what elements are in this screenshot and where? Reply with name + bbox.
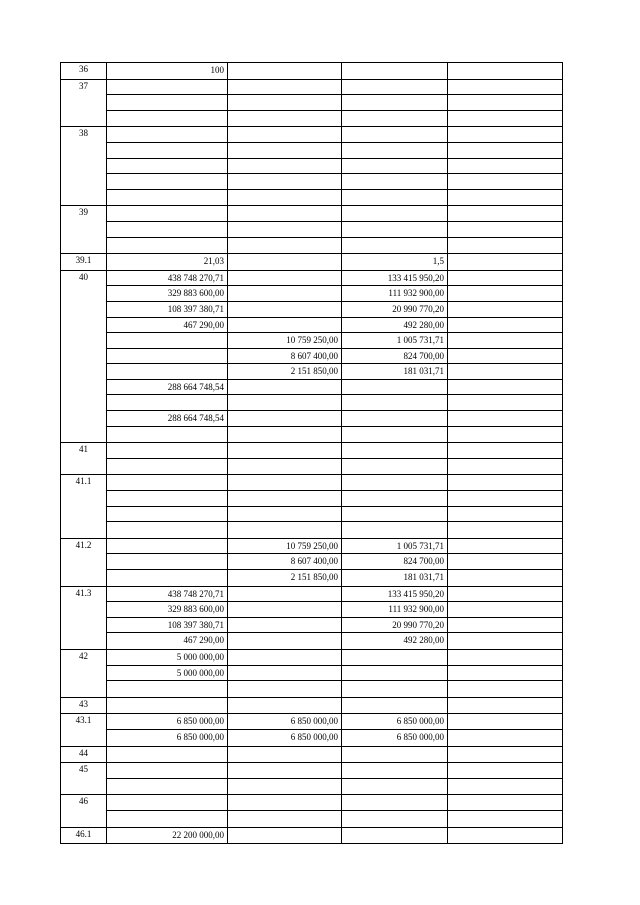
table-cell: 6 850 000,00 <box>228 730 342 746</box>
row-number: 38 <box>61 127 107 205</box>
table-cell <box>342 63 448 79</box>
table-cell <box>448 539 562 554</box>
table-cell: 8 607 400,00 <box>228 349 342 364</box>
row-number: 37 <box>61 80 107 127</box>
table-cell: 111 932 900,00 <box>342 286 448 301</box>
table-cell: 108 397 380,71 <box>107 618 228 633</box>
table-cell <box>448 459 562 475</box>
table-cell <box>448 95 562 110</box>
table-row <box>107 318 562 334</box>
table-cell: 824 700,00 <box>342 349 448 364</box>
table-cell <box>342 811 448 827</box>
table-cell: 5 000 000,00 <box>107 666 228 681</box>
table-cell: 6 850 000,00 <box>107 714 228 729</box>
table-row <box>107 364 562 380</box>
table-cell: 288 664 748,54 <box>107 380 228 395</box>
table-row <box>107 411 562 427</box>
table-cell: 492 280,00 <box>342 318 448 333</box>
table-cell <box>228 206 342 221</box>
table-row <box>107 302 562 318</box>
table-cell <box>342 698 448 714</box>
table-cell <box>228 222 342 237</box>
table-row-group <box>60 763 563 795</box>
table-row <box>107 159 562 175</box>
table-cell <box>448 286 562 301</box>
table-cell <box>228 747 342 763</box>
table-cell <box>107 364 228 379</box>
row-number: 41.3 <box>61 587 107 649</box>
table-cell <box>448 681 562 697</box>
table-cell <box>448 554 562 569</box>
table-row-group <box>60 714 563 746</box>
table-cell: 133 415 950,20 <box>342 271 448 286</box>
table-cell <box>107 459 228 475</box>
table-cell: 1,5 <box>342 254 448 270</box>
table-cell <box>342 127 448 142</box>
table-row <box>107 507 562 523</box>
table-cell: 329 883 600,00 <box>107 602 228 617</box>
table-cell: 108 397 380,71 <box>107 302 228 317</box>
table-cell: 22 200 000,00 <box>107 828 228 844</box>
table-cell <box>228 411 342 426</box>
table-cell <box>448 650 562 665</box>
row-number: 42 <box>61 650 107 697</box>
table-cell <box>448 522 562 538</box>
table-row <box>107 206 562 222</box>
table-cell: 6 850 000,00 <box>342 714 448 729</box>
table-cell <box>107 80 228 95</box>
table-cell <box>228 650 342 665</box>
table-row <box>107 127 562 143</box>
table-cell: 10 759 250,00 <box>228 539 342 554</box>
table-cell <box>448 828 562 844</box>
table-row <box>107 618 562 634</box>
table-row-group <box>60 539 563 587</box>
table-cell <box>107 554 228 569</box>
table-cell <box>342 779 448 795</box>
table-cell: 10 759 250,00 <box>228 333 342 348</box>
table-cell <box>448 302 562 317</box>
table-cell <box>448 633 562 649</box>
table-cell: 6 850 000,00 <box>107 730 228 746</box>
table-row <box>107 380 562 396</box>
table-cell <box>342 159 448 174</box>
row-number: 39 <box>61 206 107 253</box>
table-row <box>107 698 562 714</box>
table-row <box>107 795 562 811</box>
table-cell: 467 290,00 <box>107 633 228 649</box>
table-cell: 6 850 000,00 <box>228 714 342 729</box>
table-cell: 329 883 600,00 <box>107 286 228 301</box>
table-cell <box>448 190 562 206</box>
table-cell <box>342 747 448 763</box>
table-cell <box>107 95 228 110</box>
table-cell <box>342 411 448 426</box>
table-row <box>107 522 562 538</box>
table-row-group <box>60 443 563 475</box>
table-row <box>107 587 562 603</box>
table-cell <box>228 95 342 110</box>
table-cell <box>228 159 342 174</box>
table-cell <box>342 222 448 237</box>
table-cell <box>228 698 342 714</box>
table-cell <box>228 318 342 333</box>
table-cell: 133 415 950,20 <box>342 587 448 602</box>
table-row <box>107 491 562 507</box>
table-cell <box>107 491 228 506</box>
table-cell <box>448 364 562 379</box>
table-row-group <box>60 587 563 650</box>
table-cell <box>228 395 342 410</box>
table-cell: 824 700,00 <box>342 554 448 569</box>
table-row-group <box>60 271 563 444</box>
row-number: 39.1 <box>61 254 107 270</box>
table-cell <box>228 633 342 649</box>
table-row <box>107 254 562 270</box>
table-cell <box>228 522 342 538</box>
row-number: 40 <box>61 271 107 443</box>
table-cell <box>448 666 562 681</box>
table-cell: 111 932 900,00 <box>342 602 448 617</box>
table-cell <box>228 475 342 490</box>
table-cell <box>342 681 448 697</box>
table-cell <box>228 143 342 158</box>
table-row-group <box>60 475 563 538</box>
table-cell <box>448 714 562 729</box>
table-cell <box>107 206 228 221</box>
table-cell <box>228 380 342 395</box>
table-cell: 100 <box>107 63 228 79</box>
table-row-group <box>60 650 563 698</box>
table-cell <box>107 507 228 522</box>
table-cell <box>342 763 448 778</box>
table-cell <box>342 238 448 254</box>
table-cell <box>448 333 562 348</box>
table-cell <box>448 491 562 506</box>
table-cell: 492 280,00 <box>342 633 448 649</box>
table-cell <box>228 507 342 522</box>
table-row <box>107 633 562 649</box>
table-cell <box>448 602 562 617</box>
table-cell <box>228 286 342 301</box>
table-row <box>107 475 562 491</box>
table-cell <box>228 302 342 317</box>
table-cell <box>228 459 342 475</box>
table-cell <box>228 587 342 602</box>
table-cell <box>107 111 228 127</box>
table-cell <box>342 380 448 395</box>
table-row-group <box>60 698 563 715</box>
table-cell <box>448 427 562 443</box>
table-row <box>107 271 562 287</box>
table-cell <box>448 80 562 95</box>
table-row <box>107 80 562 96</box>
table-row <box>107 286 562 302</box>
table-row-group <box>60 206 563 254</box>
table-row <box>107 459 562 475</box>
row-number: 41.1 <box>61 475 107 537</box>
table-cell <box>448 779 562 795</box>
table-cell <box>228 80 342 95</box>
table-row <box>107 539 562 555</box>
table-cell <box>448 587 562 602</box>
table-row <box>107 602 562 618</box>
table-cell <box>448 395 562 410</box>
table-cell <box>342 491 448 506</box>
table-cell <box>107 747 228 763</box>
table-cell: 467 290,00 <box>107 318 228 333</box>
table-cell <box>228 271 342 286</box>
table-cell <box>448 443 562 458</box>
table-cell <box>342 80 448 95</box>
table-row <box>107 143 562 159</box>
table-cell <box>342 95 448 110</box>
table-cell <box>228 427 342 443</box>
table-cell <box>448 747 562 763</box>
table-cell <box>342 507 448 522</box>
table-cell: 8 607 400,00 <box>228 554 342 569</box>
table-row <box>107 395 562 411</box>
table-cell <box>228 254 342 270</box>
table-cell <box>107 127 228 142</box>
table-cell <box>107 698 228 714</box>
table-cell <box>448 143 562 158</box>
table-cell <box>107 238 228 254</box>
table-cell: 2 151 850,00 <box>228 364 342 379</box>
table-cell <box>448 127 562 142</box>
table-row <box>107 63 562 79</box>
table-cell <box>228 491 342 506</box>
table-cell: 20 990 770,20 <box>342 618 448 633</box>
table-cell <box>342 650 448 665</box>
row-number: 43 <box>61 698 107 714</box>
table-cell <box>107 159 228 174</box>
table-cell <box>448 222 562 237</box>
table-cell <box>107 795 228 810</box>
table-cell <box>342 459 448 475</box>
table-cell <box>107 475 228 490</box>
table-cell <box>228 190 342 206</box>
row-number: 44 <box>61 747 107 763</box>
table-cell <box>342 395 448 410</box>
table-cell <box>448 159 562 174</box>
table-row <box>107 190 562 206</box>
table-cell <box>448 206 562 221</box>
table-cell <box>107 190 228 206</box>
table-cell <box>342 795 448 810</box>
table-row <box>107 95 562 111</box>
table-cell: 1 005 731,71 <box>342 333 448 348</box>
row-number: 45 <box>61 763 107 794</box>
table-row <box>107 811 562 827</box>
table-row <box>107 222 562 238</box>
table-row <box>107 238 562 254</box>
row-number: 43.1 <box>61 714 107 745</box>
table-cell <box>228 811 342 827</box>
table-row <box>107 333 562 349</box>
table-cell: 5 000 000,00 <box>107 650 228 665</box>
table-cell <box>448 411 562 426</box>
table-row <box>107 828 562 844</box>
table-row <box>107 714 562 730</box>
table-cell <box>107 143 228 158</box>
table-row <box>107 174 562 190</box>
table-cell: 1 005 731,71 <box>342 539 448 554</box>
table-cell: 6 850 000,00 <box>342 730 448 746</box>
table-cell <box>107 174 228 189</box>
table-cell: 21,03 <box>107 254 228 270</box>
table-cell <box>448 63 562 79</box>
table-row-group <box>60 127 563 206</box>
table-cell <box>448 254 562 270</box>
table-cell <box>107 811 228 827</box>
table-cell <box>448 174 562 189</box>
table-cell <box>107 427 228 443</box>
table-row-group <box>60 80 563 128</box>
row-number: 46 <box>61 795 107 826</box>
table-row <box>107 349 562 365</box>
table-cell <box>228 618 342 633</box>
table-cell: 2 151 850,00 <box>228 570 342 586</box>
table-row-group <box>60 795 563 827</box>
table-cell <box>342 427 448 443</box>
table-row <box>107 666 562 682</box>
table-cell <box>107 779 228 795</box>
table-cell <box>448 811 562 827</box>
table-cell <box>448 730 562 746</box>
table-cell <box>448 349 562 364</box>
table-cell <box>228 238 342 254</box>
table-cell: 181 031,71 <box>342 364 448 379</box>
table-row <box>107 427 562 443</box>
table-cell <box>228 681 342 697</box>
table-cell <box>448 795 562 810</box>
table-cell <box>107 443 228 458</box>
table-cell <box>342 111 448 127</box>
table-cell <box>448 271 562 286</box>
table-row <box>107 747 562 763</box>
table-row <box>107 554 562 570</box>
table-cell <box>107 395 228 410</box>
table-cell <box>228 828 342 844</box>
table-row <box>107 730 562 746</box>
table-cell <box>448 618 562 633</box>
table-cell <box>228 795 342 810</box>
table-cell: 438 748 270,71 <box>107 587 228 602</box>
row-number: 41 <box>61 443 107 474</box>
table-cell <box>342 443 448 458</box>
table-cell <box>448 698 562 714</box>
table-cell <box>342 828 448 844</box>
table-row <box>107 763 562 779</box>
table-cell <box>107 681 228 697</box>
table-cell <box>107 763 228 778</box>
table-cell <box>448 111 562 127</box>
table-cell <box>228 763 342 778</box>
table-cell <box>342 475 448 490</box>
table-cell <box>228 127 342 142</box>
row-number: 41.2 <box>61 539 107 586</box>
table-cell: 438 748 270,71 <box>107 271 228 286</box>
table-cell <box>107 222 228 237</box>
table-cell <box>448 475 562 490</box>
row-number: 46.1 <box>61 828 107 844</box>
table-cell <box>342 143 448 158</box>
table-row <box>107 443 562 459</box>
table-row-group <box>60 254 563 271</box>
table-cell <box>107 539 228 554</box>
table-cell <box>448 238 562 254</box>
table-row-group <box>60 747 563 764</box>
table-row <box>107 570 562 586</box>
table-cell <box>228 174 342 189</box>
table-cell <box>107 570 228 586</box>
table-row-group <box>60 62 563 80</box>
table-cell <box>448 570 562 586</box>
table-cell <box>228 666 342 681</box>
table-cell <box>342 190 448 206</box>
table-cell <box>448 763 562 778</box>
table-cell <box>228 602 342 617</box>
table-cell <box>228 63 342 79</box>
table-cell: 181 031,71 <box>342 570 448 586</box>
table-cell <box>107 333 228 348</box>
table-cell <box>228 111 342 127</box>
row-number: 36 <box>61 63 107 79</box>
table-row <box>107 779 562 795</box>
table-cell <box>107 349 228 364</box>
table-cell <box>228 443 342 458</box>
table-row <box>107 681 562 697</box>
table-row <box>107 650 562 666</box>
financial-table <box>60 62 563 844</box>
table-row-group <box>60 828 563 845</box>
table-cell <box>342 206 448 221</box>
table-row <box>107 111 562 127</box>
table-cell <box>342 522 448 538</box>
table-cell <box>228 779 342 795</box>
table-cell <box>342 174 448 189</box>
table-cell <box>448 380 562 395</box>
table-cell: 288 664 748,54 <box>107 411 228 426</box>
table-cell <box>107 522 228 538</box>
table-cell: 20 990 770,20 <box>342 302 448 317</box>
table-cell <box>448 507 562 522</box>
table-cell <box>342 666 448 681</box>
table-cell <box>448 318 562 333</box>
